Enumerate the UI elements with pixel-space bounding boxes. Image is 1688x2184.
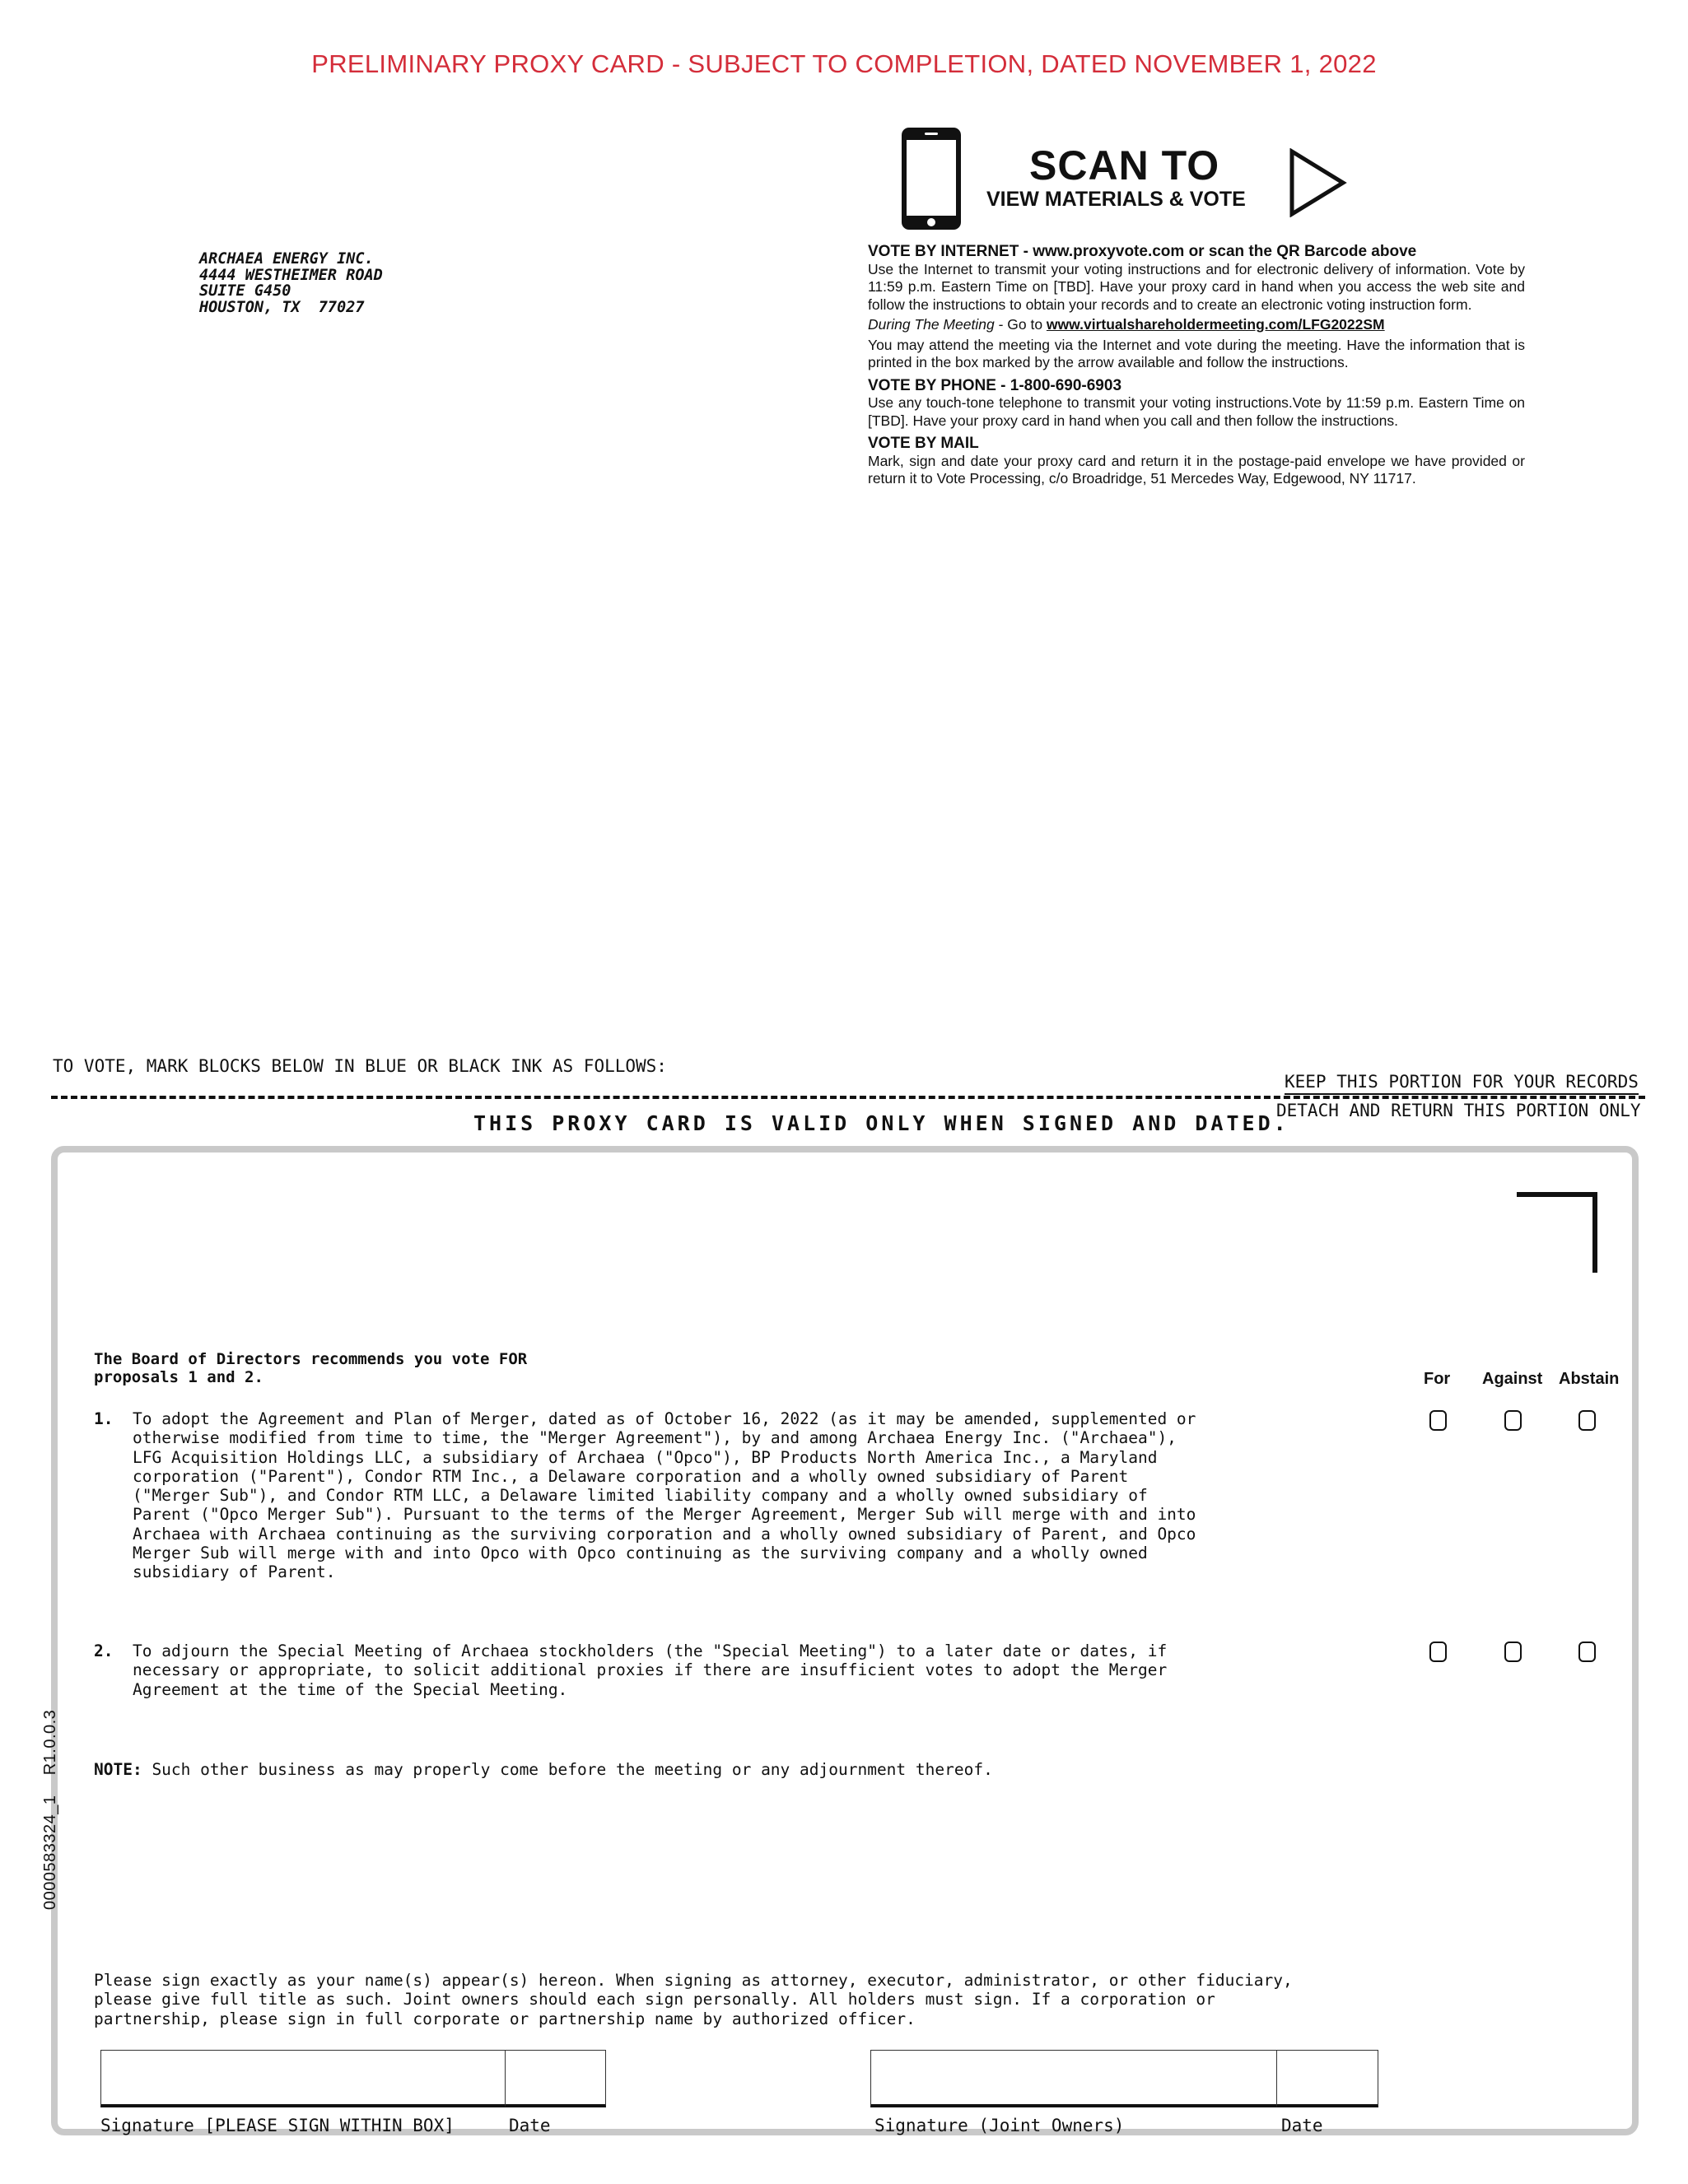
mailing-address xyxy=(199,251,383,315)
signature-box[interactable] xyxy=(100,2050,506,2107)
corner-registration-mark xyxy=(1515,1192,1597,1274)
smartphone-icon xyxy=(899,125,963,232)
internet-heading: VOTE BY INTERNET - www.proxyvote.com or scan the QR Barcode above xyxy=(868,243,1417,260)
signature-label: Signature [PLEASE SIGN WITHIN BOX] xyxy=(100,2116,455,2135)
meeting-goto: - Go to xyxy=(994,316,1047,333)
joint-signature-box[interactable] xyxy=(870,2050,1277,2107)
proposal-2-against-checkbox[interactable] xyxy=(1504,1641,1522,1662)
voting-instructions xyxy=(868,240,1525,488)
proposal-1-for-checkbox[interactable] xyxy=(1429,1410,1447,1431)
address-line: HOUSTON, TX 77027 xyxy=(199,298,365,316)
note-label: NOTE: xyxy=(94,1760,142,1779)
joint-signature-label: Signature (Joint Owners) xyxy=(874,2116,1125,2135)
proposal-2-for-checkbox[interactable] xyxy=(1429,1641,1447,1662)
detach-line xyxy=(51,1096,1645,1099)
proposal-1-against-checkbox[interactable] xyxy=(1504,1410,1522,1431)
phone-text: Use any touch-tone telephone to transmit your voting instructions.Vote by 11:59 p.m. Eastern Time on [TBD]. Have your proxy card in hand when you call and then follow the instructions. xyxy=(868,394,1525,429)
address-line: ARCHAEA ENERGY INC. xyxy=(199,250,374,268)
document-control-code: 0000583324_1 R1.0.0.3 xyxy=(41,1709,59,1910)
column-for: For xyxy=(1424,1370,1451,1388)
proposal-text: To adopt the Agreement and Plan of Merger, dated as of October 16, 2022 (as it may be amended, supplemented or otherwise modified from time to time, the "Merger Agreement"), by and among Archaea Energy Inc. ("Archaea"), LFG Acquisition Holdings LLC, a subsidiary of Archaea ("Opco"), BP Products North America Inc., a Maryland corporation ("Parent"), Condor RTM Inc., a Delaware corporation and a wholly owned subsidiary of Parent ("Merger Sub"), and Condor RTM LLC, a Delaware limited liability company and a wholly owned subsidiary of Parent ("Opco Merger Sub"). Pursuant to the terms of the Merger Agreement, Merger Sub will merge with and into Archaea with Archaea continuing as the surviving corporation and a wholly owned subsidiary of Parent, and Opco Merger Sub will merge with and into Opco with Opco continuing as the surviving company and a wholly owned subsidiary of Parent. xyxy=(133,1409,1196,1582)
mail-heading: VOTE BY MAIL xyxy=(868,435,979,452)
page-title: PRELIMINARY PROXY CARD - SUBJECT TO COMPLETION, DATED NOVEMBER 1, 2022 xyxy=(311,49,1377,78)
proposal-text: To adjourn the Special Meeting of Archaea stockholders (the "Special Meeting") to a later date or dates, if necessary or appropriate, to solicit additional proxies if there are insufficient votes to adopt the Merger Agreement at the time of the Special Meeting. xyxy=(133,1641,1168,1699)
proposal-1-abstain-checkbox[interactable] xyxy=(1578,1410,1596,1431)
phone-heading: VOTE BY PHONE - 1-800-690-6903 xyxy=(868,376,1122,394)
date-label: Date xyxy=(509,2116,551,2135)
column-against: Against xyxy=(1482,1370,1543,1388)
keep-portion-label: KEEP THIS PORTION FOR YOUR RECORDS xyxy=(1285,1072,1639,1095)
meeting-text: You may attend the meeting via the Internet and vote during the meeting. Have the information that is printed in the box marked by the arrow available and follow the instructions. xyxy=(868,336,1525,370)
joint-date-label: Date xyxy=(1281,2116,1323,2135)
scan-subtitle: VIEW MATERIALS & VOTE xyxy=(986,188,1246,211)
signing-instructions: Please sign exactly as your name(s) appear(s) hereon. When signing as attorney, executor, administrator, or other fiduciary, please give full title as such. Joint owners should each sign personally. All holders must sign. If a corporation or partnership, please sign in full corporate or partnership name by authorized officer. xyxy=(94,1971,1293,2028)
board-recommendation: The Board of Directors recommends you vote FOR proposals 1 and 2. xyxy=(94,1350,528,1386)
valid-only-notice: THIS PROXY CARD IS VALID ONLY WHEN SIGNED AND DATED. xyxy=(473,1111,1289,1135)
proposal-2-abstain-checkbox[interactable] xyxy=(1578,1641,1596,1662)
signature-date-box[interactable] xyxy=(505,2050,606,2107)
note-text: Such other business as may properly come before the meeting or any adjournment thereof. xyxy=(142,1760,993,1779)
proposal-number: 1. xyxy=(94,1409,114,1428)
scan-title: SCAN TO xyxy=(1029,142,1220,189)
meeting-label: During The Meeting xyxy=(868,316,995,333)
address-line: 4444 WESTHEIMER ROAD xyxy=(199,266,383,284)
mail-text: Mark, sign and date your proxy card and return it in the postage-paid envelope we have provided or return it to Vote Processing, c/o Broadridge, 51 Mercedes Way, Edgewood, NY 11717. xyxy=(868,452,1525,487)
play-arrow-icon xyxy=(1289,148,1348,217)
note xyxy=(94,1760,993,1779)
column-abstain: Abstain xyxy=(1559,1370,1620,1388)
joint-signature-date-box[interactable] xyxy=(1276,2050,1378,2107)
address-line: SUITE G450 xyxy=(199,282,291,300)
proposal-number: 2. xyxy=(94,1641,114,1660)
meeting-link[interactable]: www.virtualshareholdermeeting.com/LFG2022SM xyxy=(1046,316,1385,333)
internet-text: Use the Internet to transmit your voting instructions and for electronic delivery of information. Vote by 11:59 p.m. Eastern Time on [TBD]. Have your proxy card in hand when you access the web site and follow the instructions to obtain your records and to create an electronic voting instruction form. xyxy=(868,260,1525,313)
mark-blocks-instruction: TO VOTE, MARK BLOCKS BELOW IN BLUE OR BLACK INK AS FOLLOWS: xyxy=(53,1056,667,1076)
detach-label: DETACH AND RETURN THIS PORTION ONLY xyxy=(1276,1101,1641,1120)
meeting-line xyxy=(868,316,1525,334)
